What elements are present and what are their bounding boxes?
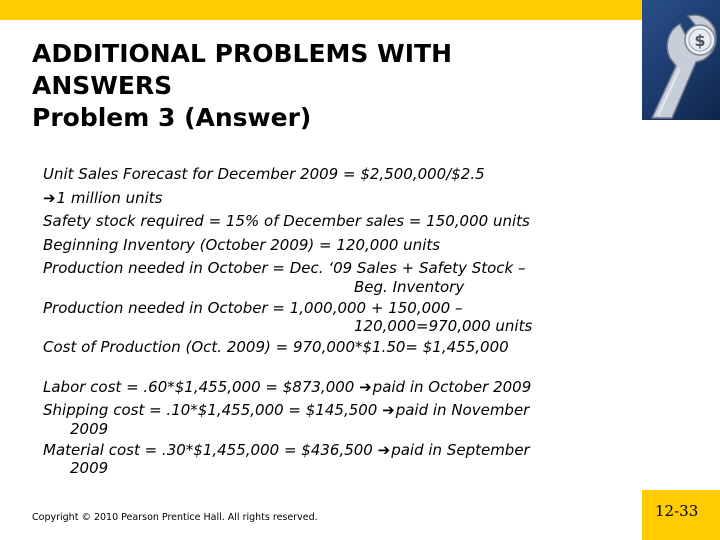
- page-number: 12-33: [655, 502, 699, 520]
- title-line-1: ADDITIONAL PROBLEMS WITH: [32, 39, 452, 68]
- text-line: [43, 187, 683, 211]
- text-line: Cost of Production (Oct. 2009) = 970,000*$1.50= $1,455,000: [43, 338, 509, 356]
- svg-text:$: $: [694, 31, 706, 50]
- spacer: [43, 360, 683, 376]
- text-segment: Labor cost = .60*$1,455,000 = $873,000: [43, 377, 360, 396]
- text-line-continuation: Beg. Inventory: [354, 277, 465, 296]
- text-line-continuation: 120,000=970,000 units: [354, 317, 533, 335]
- text-line-continuation: 2009: [70, 419, 109, 438]
- text-segment: paid in November: [395, 401, 530, 419]
- title-line-2: ANSWERS: [32, 71, 173, 100]
- top-accent-bar: [0, 0, 642, 20]
- copyright-notice: Copyright © 2010 Pearson Prentice Hall. All rights reserved.: [32, 512, 318, 523]
- right-arrow-icon: ➔: [377, 440, 391, 459]
- text-line: Beginning Inventory (October 2009) = 120,000 units: [43, 235, 441, 254]
- answer-body: [43, 163, 683, 478]
- logo-graphic: [642, 0, 720, 120]
- text-segment: paid in October 2009: [372, 377, 532, 396]
- text-segment: Shipping cost = .10*$1,455,000 = $145,500: [43, 401, 383, 419]
- text-line: Production needed in October = 1,000,000 + 150,000 –: [43, 298, 463, 317]
- text-line-continuation: 2009: [70, 459, 109, 477]
- right-arrow-icon: ➔: [382, 401, 395, 419]
- text-segment: 1 million units: [56, 188, 163, 207]
- text-line: Production needed in October = Dec. ‘09 Sales + Safety Stock –: [43, 259, 526, 277]
- text-line: Unit Sales Forecast for December 2009 = $2,500,000/$2.5: [43, 165, 485, 183]
- text-segment: paid in September: [391, 440, 530, 459]
- text-segment: Material cost = .30*$1,455,000 = $436,500: [43, 440, 378, 459]
- text-line: Safety stock required = 15% of December sales = 150,000 units: [43, 212, 530, 230]
- right-arrow-icon: ➔: [43, 188, 56, 207]
- wrench-and-dollar-coin-icon: [642, 0, 720, 120]
- text-line: [43, 376, 683, 400]
- slide-title: [32, 38, 452, 134]
- right-arrow-icon: ➔: [359, 377, 372, 396]
- title-line-3: Problem 3 (Answer): [32, 103, 312, 132]
